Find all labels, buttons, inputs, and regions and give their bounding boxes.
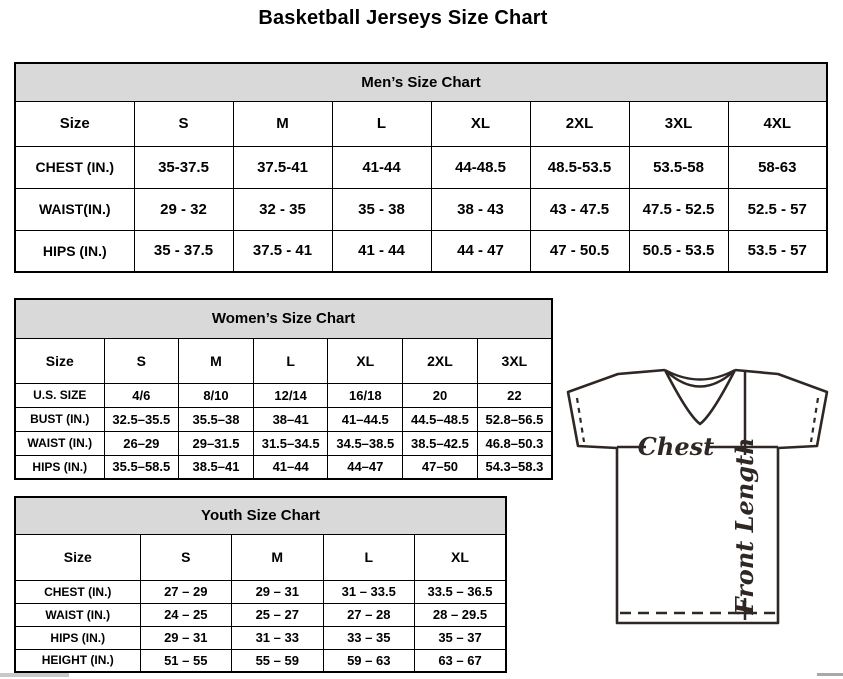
- column-header: M: [232, 534, 324, 580]
- cell: 44 - 47: [431, 230, 530, 272]
- cell: 38.5–42.5: [403, 431, 478, 455]
- cell: 54.3–58.3: [477, 455, 552, 479]
- cell: 24 – 25: [140, 603, 232, 626]
- front-length-label: Front Length: [730, 437, 759, 615]
- cell: 41 - 44: [332, 230, 431, 272]
- row-label: HEIGHT (IN.): [15, 649, 140, 672]
- cell: 35-37.5: [134, 146, 233, 188]
- cell: 32 - 35: [233, 188, 332, 230]
- cell: 26–29: [104, 431, 179, 455]
- cropped-fragment-left: [0, 673, 69, 677]
- cell: 35.5–58.5: [104, 455, 179, 479]
- cell: 31.5–34.5: [253, 431, 328, 455]
- cell: 8/10: [179, 383, 254, 407]
- cell: 41-44: [332, 146, 431, 188]
- jersey-measurement-diagram: [548, 362, 843, 667]
- cell: 33 – 35: [323, 626, 415, 649]
- cell: 50.5 - 53.5: [629, 230, 728, 272]
- cell: 27 – 29: [140, 580, 232, 603]
- cell: 25 – 27: [232, 603, 324, 626]
- cell: 29–31.5: [179, 431, 254, 455]
- cell: 52.8–56.5: [477, 407, 552, 431]
- cell: 46.8–50.3: [477, 431, 552, 455]
- cell: 31 – 33.5: [323, 580, 415, 603]
- chest-label: Chest: [637, 432, 715, 461]
- cell: 32.5–35.5: [104, 407, 179, 431]
- column-header: 2XL: [530, 101, 629, 146]
- page-title: Basketball Jerseys Size Chart: [258, 7, 548, 29]
- row-label: BUST (IN.): [15, 407, 104, 431]
- cell: 35 – 37: [415, 626, 507, 649]
- cell: 4/6: [104, 383, 179, 407]
- column-header: S: [104, 338, 179, 383]
- youth-chart-title: Youth Size Chart: [15, 497, 506, 534]
- column-header: Size: [15, 338, 104, 383]
- cell: 48.5-53.5: [530, 146, 629, 188]
- cell: 29 – 31: [232, 580, 324, 603]
- cell: 44–47: [328, 455, 403, 479]
- cell: 28 – 29.5: [415, 603, 507, 626]
- column-header: 4XL: [728, 101, 827, 146]
- cell: 51 – 55: [140, 649, 232, 672]
- cell: 37.5 - 41: [233, 230, 332, 272]
- cell: 29 - 32: [134, 188, 233, 230]
- column-header: XL: [415, 534, 507, 580]
- row-label: WAIST (IN.): [15, 431, 104, 455]
- cell: 41–44.5: [328, 407, 403, 431]
- row-label: WAIST (IN.): [15, 603, 140, 626]
- cell: 31 – 33: [232, 626, 324, 649]
- cell: 35 - 37.5: [134, 230, 233, 272]
- cell: 38.5–41: [179, 455, 254, 479]
- row-label: HIPS (IN.): [15, 626, 140, 649]
- cell: 59 – 63: [323, 649, 415, 672]
- cell: 29 – 31: [140, 626, 232, 649]
- cell: 27 – 28: [323, 603, 415, 626]
- cell: 44.5–48.5: [403, 407, 478, 431]
- cell: 47–50: [403, 455, 478, 479]
- row-label: U.S. SIZE: [15, 383, 104, 407]
- cell: 20: [403, 383, 478, 407]
- column-header: M: [179, 338, 254, 383]
- cell: 33.5 – 36.5: [415, 580, 507, 603]
- cell: 53.5 - 57: [728, 230, 827, 272]
- cell: 55 – 59: [232, 649, 324, 672]
- cell: 58-63: [728, 146, 827, 188]
- cell: 47.5 - 52.5: [629, 188, 728, 230]
- cell: 63 – 67: [415, 649, 507, 672]
- cell: 44-48.5: [431, 146, 530, 188]
- mens-chart-title: Men’s Size Chart: [15, 63, 827, 101]
- column-header: XL: [431, 101, 530, 146]
- row-label: CHEST (IN.): [15, 580, 140, 603]
- cell: 12/14: [253, 383, 328, 407]
- column-header: S: [140, 534, 232, 580]
- cell: 35.5–38: [179, 407, 254, 431]
- cell: 37.5-41: [233, 146, 332, 188]
- cropped-fragment-right: [817, 673, 843, 676]
- womens-size-table: [14, 298, 553, 480]
- column-header: Size: [15, 101, 134, 146]
- column-header: S: [134, 101, 233, 146]
- cell: 16/18: [328, 383, 403, 407]
- column-header: 3XL: [477, 338, 552, 383]
- row-label: WAIST(IN.): [15, 188, 134, 230]
- womens-chart-title: Women’s Size Chart: [15, 299, 552, 338]
- cell: 53.5-58: [629, 146, 728, 188]
- column-header: Size: [15, 534, 140, 580]
- cell: 52.5 - 57: [728, 188, 827, 230]
- cell: 38–41: [253, 407, 328, 431]
- column-header: L: [253, 338, 328, 383]
- row-label: HIPS (IN.): [15, 230, 134, 272]
- column-header: L: [332, 101, 431, 146]
- column-header: 2XL: [403, 338, 478, 383]
- cell: 35 - 38: [332, 188, 431, 230]
- cell: 47 - 50.5: [530, 230, 629, 272]
- mens-size-table: [14, 62, 828, 273]
- cell: 34.5–38.5: [328, 431, 403, 455]
- cell: 41–44: [253, 455, 328, 479]
- youth-size-table: [14, 496, 507, 673]
- column-header: XL: [328, 338, 403, 383]
- column-header: M: [233, 101, 332, 146]
- column-header: L: [323, 534, 415, 580]
- row-label: CHEST (IN.): [15, 146, 134, 188]
- cell: 22: [477, 383, 552, 407]
- row-label: HIPS (IN.): [15, 455, 104, 479]
- cell: 38 - 43: [431, 188, 530, 230]
- jersey-outline-icon: [548, 362, 843, 667]
- cell: 43 - 47.5: [530, 188, 629, 230]
- column-header: 3XL: [629, 101, 728, 146]
